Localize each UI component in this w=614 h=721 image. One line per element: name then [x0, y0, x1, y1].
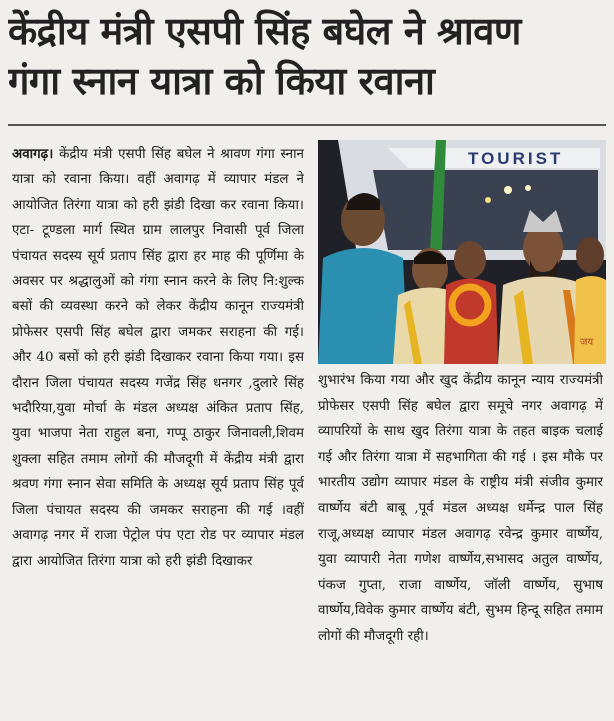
article-column-left [12, 142, 304, 714]
article-text-right: शुभारंभ किया गया और खुद केंद्रीय कानून न्याय राज्यमंत्री प्रोफेसर एसपी सिंह बघेल द्वारा समूचे नगर अवागढ़ में व्यापरियों के साथ खुद तिरंगा यात्रा के तहत बाइक चलाई गई और तिरंगा यात्रा में सहभागिता की गई । इस मौके पर भारतीय उद्योग व्यापार मंडल के राष्ट्रीय मंत्री संजीव कुमार वार्ष्णेय बंटी बाबू ,पूर्व मंडल अध्यक्ष धर्मेन्द्र पाल सिंह राजू,अध्यक्ष व्यापार मंडल अवागढ़ रवेन्द्र कुमार वार्ष्णेय, युवा व्यापारी नेता गणेश वार्ष्णेय,सभासद अतुल वार्ष्णेय, पंकज गुप्ता, राजा वार्ष्णेय, जॉली वार्ष्णेय, सुभाष वार्ष्णेय,विवेक कुमार वार्ष्णेय बंटी, सुभम हिन्दू सहित तमाम लोगों की मौजदूगी रही। [318, 373, 603, 644]
headline-line-1: केंद्रीय मंत्री एसपी सिंह बघेल ने श्रावण [8, 9, 521, 53]
article-text-left: केंद्रीय मंत्री एसपी सिंह बघेल ने श्रावण गंगा स्नान यात्रा को रवाना किया। वहीं अवागढ़ में व्यापार मंडल ने आयोजित तिरंगा यात्रा को हरी झंडी दिखा कर रवाना किया। एटा- टूण्डला मार्ग स्थित ग्राम लालपुर निवासी पूर्व जिला पंचायत सदस्य सूर्य प्रताप सिंह द्वारा हर माह की पूर्णिमा के अवसर पर श्रद्धालुओं को गंगा स्नान करने के लिए नि:शुल्क बसों की व्यवस्था करने को लेकर केंद्रीय कानून राज्यमंत्री प्रोफेसर एसपी सिंह बघेल द्वारा जमकर सराहना की गई। और 40 बसों को हरी झंडी दिखाकर रवाना किया गया। इस दौरान जिला पंचायत सदस्य गजेंद्र सिंह धनगर ,दुलारे सिंह भदौरिया,युवा मोर्चा के मंडल अध्यक्ष अंकित प्रताप सिंह, युवा भाजपा नेता राहुल बना, गप्पू ठाकुर जिनावली,शिवम शुक्ला सहित तमाम लोगों की मौजदूगी में केंद्रीय मंत्री द्वारा श्रवण गंगा स्नान सेवा समिति के अध्यक्ष सूर्य प्रताप सिंह पूर्व जिला पंचायत सदस्य की जमकर सराहना की गई ।वहीं अवागढ़ नगर में राजा पेट्रोल पंप एटा रोड पर व्यापार मंडल द्वारा आयोजित तिरंगा यात्रा को हरी झंडी दिखाकर [12, 147, 304, 569]
headline-divider [8, 124, 606, 126]
dateline: अवागढ़। [12, 146, 54, 162]
bus-sign: TOURIST [468, 149, 564, 168]
headline [8, 6, 608, 106]
headline-line-2: गंगा स्नान यात्रा को किया रवाना [8, 59, 435, 103]
news-photo [318, 140, 606, 364]
news-photo-illustration [318, 140, 606, 364]
article-column-right [318, 368, 603, 716]
badge-text: जय [580, 337, 594, 348]
